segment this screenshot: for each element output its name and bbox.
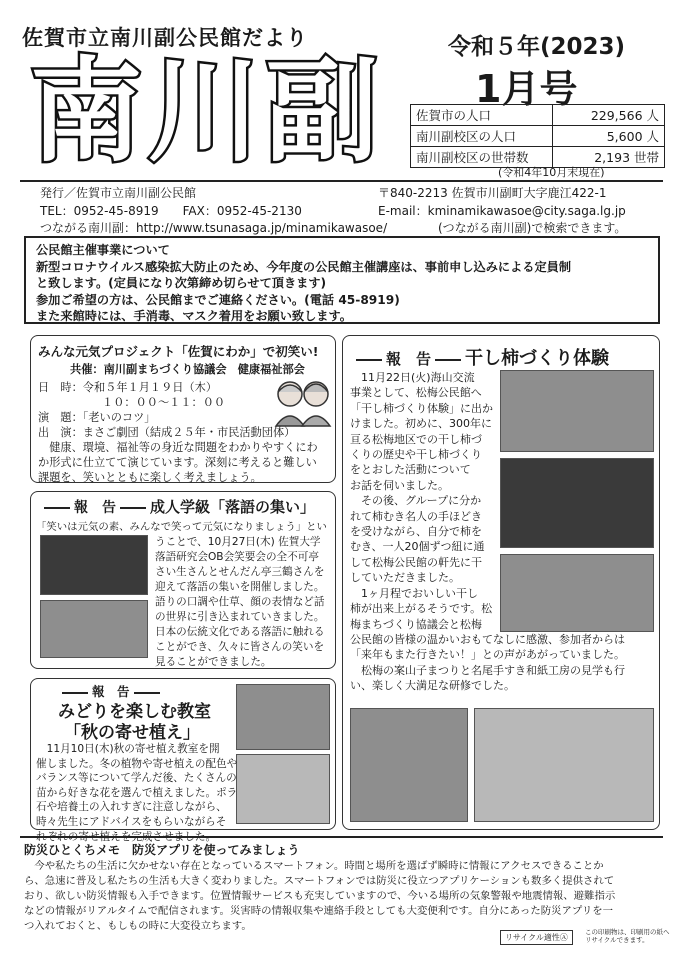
publisher-search-hint: (つながる南川副)で検索できます。 xyxy=(438,221,627,235)
report-label: 報 告 xyxy=(92,684,130,699)
hoshigaki-line: 亘る松梅地区での干し柿づ xyxy=(350,432,482,446)
stat-label: 佐賀市の人口 xyxy=(411,105,553,126)
genki-body-line: か形式に仕立てて演じています。深刻に考えると難しい xyxy=(38,456,317,469)
hoshigaki-line: くりの歴史や干し柿づくり xyxy=(350,448,482,462)
hoshigaki-line: 公民館の皆様の温かいおもてなしに感激、参加者からは xyxy=(350,633,625,646)
hoshigaki-group-photo-1 xyxy=(350,708,468,822)
midori-line: 時々先生にアドバイスをもらいながらそ xyxy=(36,815,227,828)
hoshigaki-line: 梅まちづくり協議会と松梅 xyxy=(350,617,482,631)
hoshigaki-line: 柿が出来上がるそうです。松 xyxy=(350,602,493,616)
genki-body-line: 健康、環境、福祉等の身近な問題をわかりやすくにわ xyxy=(38,441,318,454)
recycle-mark: リサイクル適性Ⓐ xyxy=(500,930,573,945)
hoshigaki-line: むき、一人20個ずつ紐に通 xyxy=(350,540,485,554)
genki-performer: 出 演：まさご劇団（結成２５年・市民活動団体） xyxy=(38,426,296,439)
genki-topic: 演 題：「老いのコツ」 xyxy=(38,411,156,424)
stat-value: 229,566 人 xyxy=(553,105,665,126)
table-row xyxy=(411,105,665,126)
publisher-email: E-mail：kminamikawasoe@city.saga.lg.jp xyxy=(378,204,626,218)
midori-title-1: みどりを楽しむ教室 xyxy=(58,702,211,722)
report-label: 報 告 xyxy=(74,500,116,516)
seijin-heading xyxy=(40,496,315,517)
seijin-line: の世界に引き込まれていきました。 xyxy=(155,611,325,623)
notice-title: 公民館主催事業について xyxy=(36,243,170,257)
midori-line: 催しました。冬の植物や寄せ植えの配色や xyxy=(36,757,238,770)
hoshigaki-line: 「干し柿づくり体験」に出か xyxy=(350,401,493,415)
genki-date: 日 時：令和５年１月１９日（木） xyxy=(38,381,218,394)
seijin-line: 語りの口調や仕草、顔の表情など話 xyxy=(155,596,325,608)
hoshigaki-line: 「来年もまた行きたい！」との声があがっていました。 xyxy=(350,648,625,662)
yoseue-photo-1 xyxy=(236,684,330,750)
hoshigaki-group-photo-2 xyxy=(474,708,654,822)
hoshigaki-hanging-photo xyxy=(500,554,654,632)
bousai-line: おり、欲しい防災情報も入手できます。位置情報サービスも充実していますので、今いる場所の気象警報や地震情報、避難指示 xyxy=(24,890,616,902)
hoshigaki-line: 事業として、松梅公民館へ xyxy=(350,386,482,400)
seijin-line: 見ることができました。 xyxy=(155,656,272,668)
stats-date-note: (令和4年10月末現在) xyxy=(498,166,605,179)
bousai-line: 今や私たちの生活に欠かせない存在となっているスマートフォン。時間と場所を選ばず瞬時に情報にアクセスできることか xyxy=(24,860,604,872)
hoshigaki-line: けました。初めに、300年に xyxy=(350,417,492,431)
genki-time: １０：００～１１：００ xyxy=(102,396,226,409)
publisher-address: 〒840-2213 佐賀市川副町大字鹿江422-1 xyxy=(378,186,607,200)
hoshigaki-line: 1ヶ月程でおいしい干し xyxy=(350,586,478,600)
recycle-note-line: リサイクルできます。 xyxy=(585,936,649,944)
bousai-line: つ入れておくと、もしもの時に大変役立ちます。 xyxy=(24,920,252,932)
rakugo-photo-2 xyxy=(40,600,148,658)
hoshigaki-title: 干し柿づくり体験 xyxy=(465,348,610,369)
table-row xyxy=(411,126,665,147)
stat-label: 南川副校区の人口 xyxy=(411,126,553,147)
bousai-title: 防災ひとくちメモ 防災アプリを使ってみましょう xyxy=(24,843,300,857)
notice-line: 参加ご希望の方は、公民館までご連絡ください。(電話 45-8919) xyxy=(36,292,400,307)
heading-dash xyxy=(44,507,70,509)
bousai-line: ら、急速に普及し私たちの生活も大きく変わりました。スマートフォンでは防災に役立つアプリケーションも数多く提供されて xyxy=(24,875,615,887)
seijin-line: 日本の伝統文化である落語に触れる xyxy=(155,626,325,638)
heading-dash xyxy=(356,359,382,361)
heading-dash xyxy=(62,692,88,694)
recycle-note xyxy=(585,928,670,944)
report-label: 報 告 xyxy=(386,350,432,368)
hoshigaki-column-text xyxy=(350,370,493,632)
hoshigaki-line: い、楽しく大満足な研修でした。 xyxy=(350,679,515,693)
heading-dash xyxy=(435,359,461,361)
genki-sponsor: 共催：南川副まちづくり協議会 健康福祉部会 xyxy=(70,363,305,376)
newsletter-title: 南川副 xyxy=(30,47,384,177)
hoshigaki-line: していただきました。 xyxy=(350,571,460,585)
hoshigaki-wide-text xyxy=(350,632,625,694)
issue-era: 令和５年(2023) xyxy=(448,34,626,60)
hoshigaki-line: れて柿むき名人の手ほどき xyxy=(350,509,482,523)
hoshigaki-peeling-photo xyxy=(500,458,654,548)
stat-value: 5,600 人 xyxy=(553,126,665,147)
rakugo-photo-1 xyxy=(40,535,148,595)
seijin-line: うことで、10月27日(木) 佐賀大学 xyxy=(155,536,321,548)
hoshigaki-lecture-photo xyxy=(500,370,654,452)
midori-line: バランス等について学んだ後、たくさんの xyxy=(36,772,237,785)
hoshigaki-line: その後、グループに分か xyxy=(350,494,482,508)
seijin-line: さい生さんとせんだん亭三鶴さんを xyxy=(155,566,325,578)
newsletter-subtitle: 佐賀市立南川副公民館だより xyxy=(22,26,308,50)
heading-dash xyxy=(120,507,146,509)
yoseue-photo-2 xyxy=(236,754,330,824)
stat-value: 2,193 世帯 xyxy=(553,147,665,168)
genki-body-line: 課題を、笑いとともに楽しく考えましょう。 xyxy=(38,471,262,484)
bousai-memo xyxy=(24,838,660,932)
publisher-name: 発行／佐賀市立南川副公民館 xyxy=(40,186,197,200)
midori-line: 苗から好きな花を選んで植えました。ポラ xyxy=(36,786,238,799)
hoshigaki-line: して松梅公民館の軒先に干 xyxy=(350,555,482,569)
midori-line: 11月10日(木)秋の寄せ植え教室を開 xyxy=(36,743,220,755)
seijin-line: 落語研究会OB会笑要会の全不可亭 xyxy=(155,551,319,563)
seijin-lead: 「笑いは元気の素、みんなで笑って元気になりましょう」とい xyxy=(36,521,327,533)
midori-line: 石や培養土の入れすぎに注意しながら、 xyxy=(36,801,227,814)
genki-title: みんな元気プロジェクト「佐賀にわか」で初笑い! xyxy=(38,344,319,359)
publisher-url: つながる南川副：http://www.tsunasaga.jp/minamikawasoe/ xyxy=(40,221,388,235)
hoshigaki-heading xyxy=(352,344,609,370)
issue-month: 1月号 xyxy=(475,67,578,111)
bousai-line: などの情報がリアルタイムで配信されます。災害時の情報収集や連絡手段としても大変便利です。自分にあった防災アプリを一 xyxy=(24,905,614,917)
stat-label: 南川副校区の世帯数 xyxy=(411,147,553,168)
seijin-line: ことができ、久々に皆さんの笑いを xyxy=(155,641,325,653)
midori-title-2: 「秋の寄せ植え」 xyxy=(64,723,200,743)
publisher-phone: TEL：0952-45-8919 FAX：0952-45-2130 xyxy=(40,204,302,218)
notice-line: また来館時には、手消毒、マスク着用をお願い致します。 xyxy=(36,309,352,323)
notice-box xyxy=(24,236,660,324)
seijin-title: 成人学級「落語の集い」 xyxy=(150,498,316,516)
hoshigaki-line: お話を伺いました。 xyxy=(350,478,449,492)
hoshigaki-line: をとおした活動について xyxy=(350,463,471,477)
elderly-couple-illustration xyxy=(272,376,334,428)
notice-line: と致します。(定員になり次第締め切らせて頂きます) xyxy=(36,276,327,290)
heading-dash xyxy=(134,692,160,694)
hoshigaki-line: を受けながら、自分で柿を xyxy=(350,525,482,539)
seijin-line: 迎えて落語の集いを開催しました。 xyxy=(155,581,325,593)
midori-body xyxy=(36,742,237,844)
header-divider xyxy=(20,180,663,182)
population-table xyxy=(410,104,665,168)
hoshigaki-line: 11月22日(火)海山交流 xyxy=(350,371,475,384)
recycle-note-line: この印刷物は、印刷用の紙へ xyxy=(585,928,670,936)
bousai-body xyxy=(24,859,660,934)
seijin-body xyxy=(155,535,325,670)
hoshigaki-line: 松梅の案山子まつりと名尾手すき和紙工房の見学も行 xyxy=(350,663,625,677)
notice-line: 新型コロナウイルス感染拡大防止のため、今年度の公民館主催講座は、事前申し込みによる定員制 xyxy=(36,259,572,274)
